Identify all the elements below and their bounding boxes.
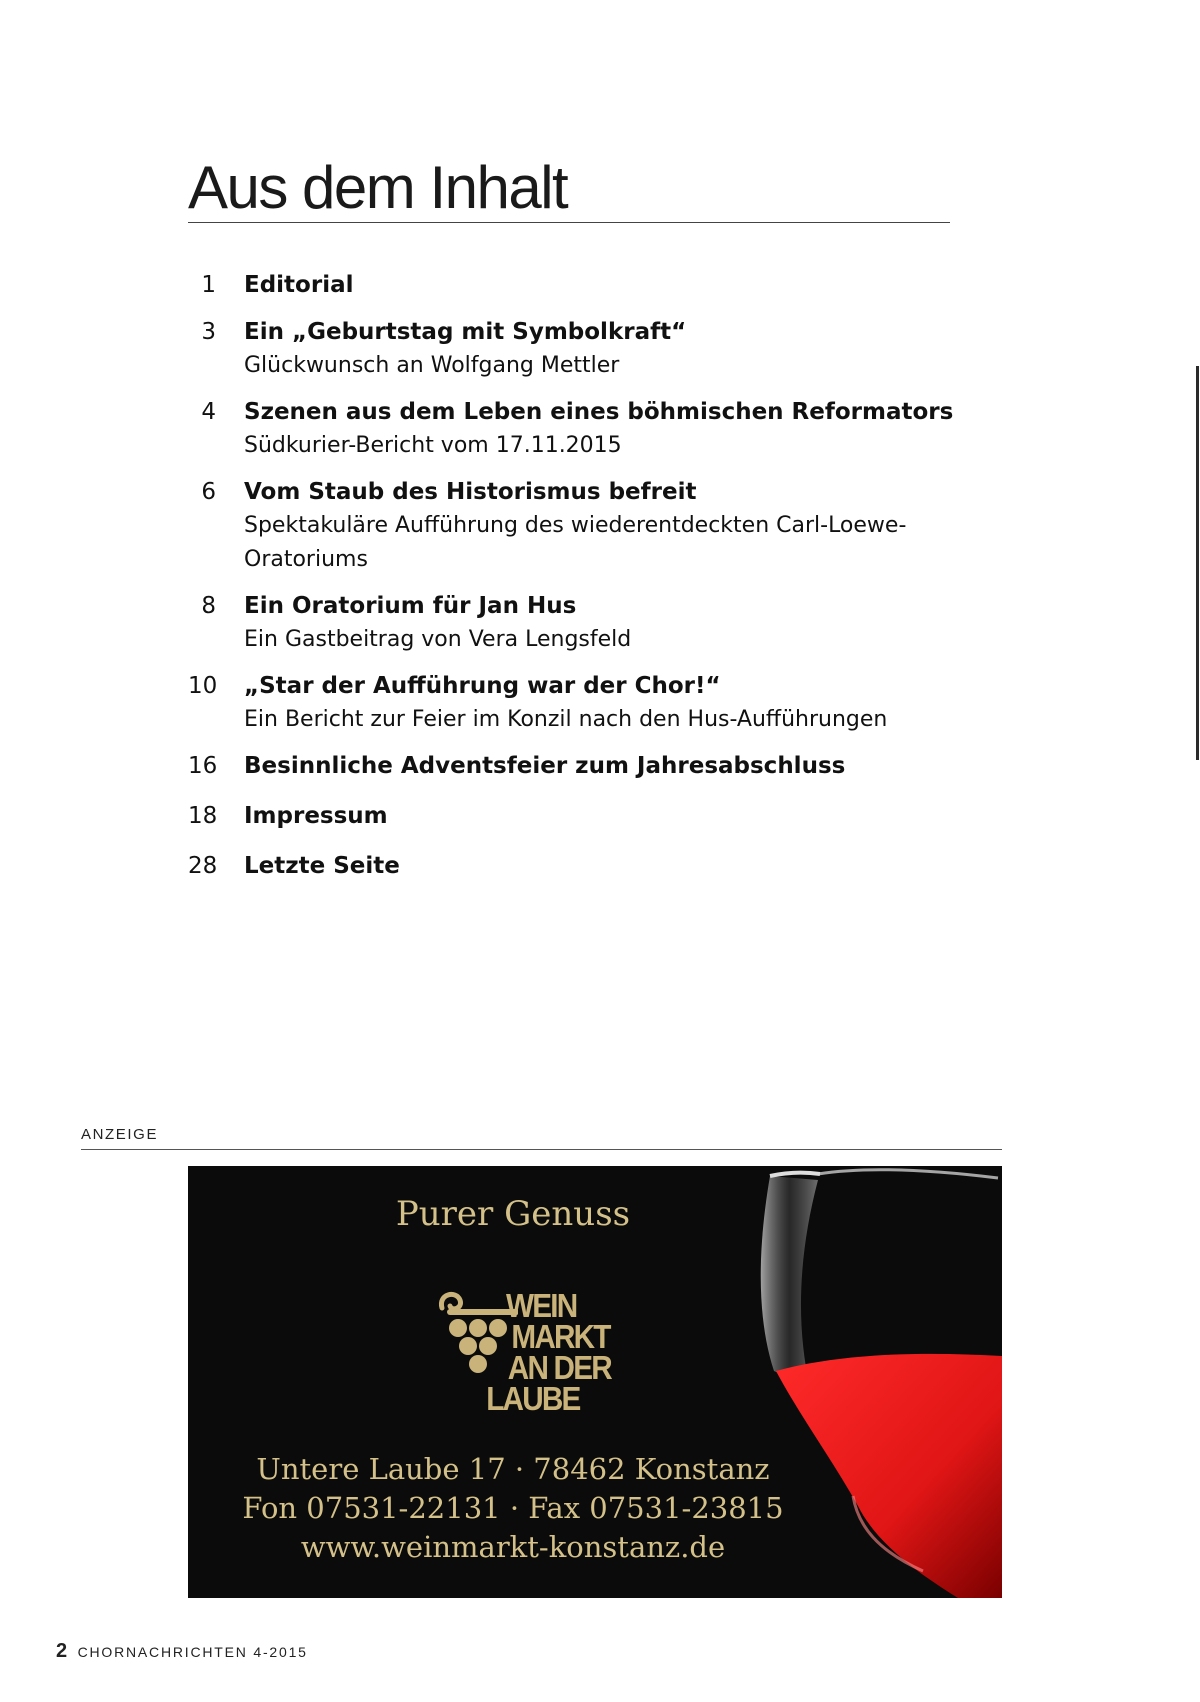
- table-of-contents: [188, 268, 988, 883]
- toc-entry: [188, 669, 988, 737]
- page-title: Aus dem Inhalt: [188, 154, 568, 221]
- toc-title: Szenen aus dem Leben eines böhmischen Reformators: [244, 399, 954, 425]
- logo-line: MARKT: [511, 1318, 610, 1355]
- logo-line: LAUBE: [486, 1380, 580, 1417]
- edge-mark: [1196, 366, 1199, 760]
- ad-divider: [81, 1149, 1002, 1150]
- toc-subtitle: Ein Bericht zur Feier im Konzil nach den Hus-Aufführungen: [244, 707, 888, 732]
- toc-title: Impressum: [244, 803, 388, 829]
- ad-website: www.weinmarkt-konstanz.de: [300, 1530, 726, 1564]
- toc-title: Letzte Seite: [244, 853, 400, 879]
- page-footer: [56, 1640, 308, 1663]
- weinmarkt-logo: [436, 1286, 636, 1426]
- toc-title: Ein „Geburtstag mit Symbolkraft“: [244, 319, 687, 345]
- ad-phone-fax: Fon 07531-22131 · Fax 07531-23815: [242, 1491, 784, 1525]
- toc-page-number: 6: [201, 479, 216, 505]
- toc-entry: [188, 749, 988, 783]
- advertisement: [188, 1166, 1002, 1598]
- toc-page-number: 18: [188, 803, 218, 829]
- magazine-issue: CHORNACHRICHTEN 4-2015: [77, 1644, 308, 1660]
- toc-title: Vom Staub des Historismus befreit: [244, 479, 697, 505]
- toc-entry: [188, 475, 988, 577]
- toc-entry: [188, 849, 988, 883]
- toc-page-number: 4: [201, 399, 216, 425]
- toc-page-number: 16: [188, 753, 218, 779]
- toc-page-number: 3: [201, 319, 216, 345]
- ad-contact: [188, 1450, 838, 1567]
- toc-page-number: 28: [188, 853, 218, 879]
- page-number: 2: [56, 1640, 68, 1662]
- toc-subtitle: Glückwunsch an Wolfgang Mettler: [244, 353, 620, 378]
- logo-line: AN DER: [507, 1349, 611, 1386]
- toc-title: Ein Oratorium für Jan Hus: [244, 593, 577, 619]
- toc-entry: [188, 315, 988, 383]
- toc-subtitle: Spektakuläre Aufführung des wiederentdeckten Carl-Loewe-Oratoriums: [244, 513, 907, 572]
- toc-title: Besinnliche Adventsfeier zum Jahresabschluss: [244, 753, 846, 779]
- toc-entry: [188, 589, 988, 657]
- toc-entry: [188, 268, 988, 302]
- toc-page-number: 10: [188, 673, 218, 699]
- title-divider: [188, 222, 950, 223]
- toc-entry: [188, 799, 988, 833]
- toc-subtitle: Südkurier-Bericht vom 17.11.2015: [244, 433, 622, 458]
- toc-entry: [188, 395, 988, 463]
- toc-subtitle: Ein Gastbeitrag von Vera Lengsfeld: [244, 627, 632, 652]
- toc-title: Editorial: [244, 272, 354, 298]
- ad-address: Untere Laube 17 · 78462 Konstanz: [256, 1452, 770, 1486]
- toc-title: „Star der Aufführung war der Chor!“: [244, 673, 721, 699]
- ad-label: ANZEIGE: [81, 1126, 159, 1143]
- toc-page-number: 1: [201, 272, 216, 298]
- toc-page-number: 8: [201, 593, 216, 619]
- logo-line: WEIN: [506, 1287, 577, 1324]
- ad-headline: Purer Genuss: [395, 1194, 631, 1234]
